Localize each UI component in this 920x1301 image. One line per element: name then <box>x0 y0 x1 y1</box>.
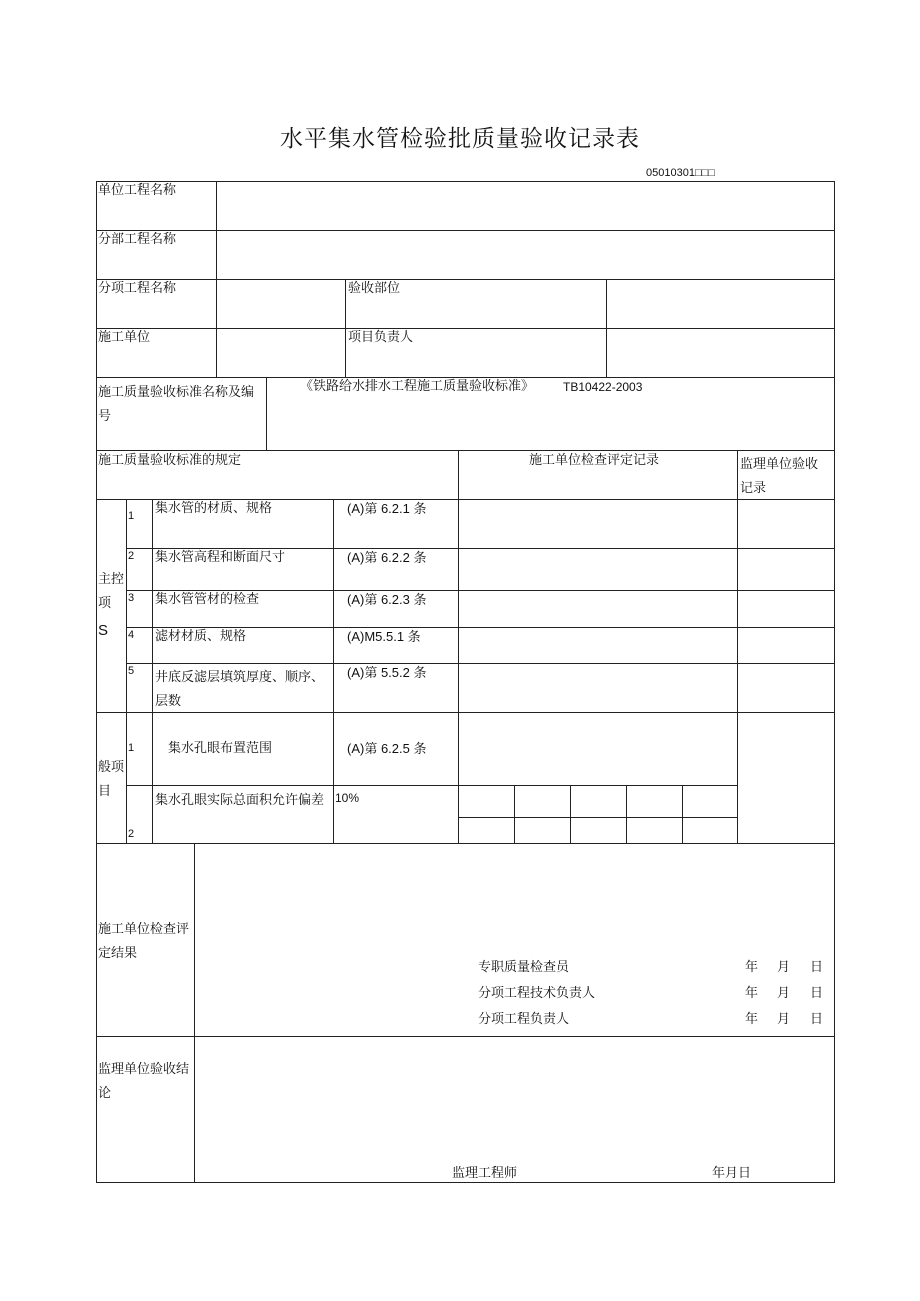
main-item-no: 5 <box>128 665 135 677</box>
signer-year: 年 <box>745 960 759 975</box>
standard-name-label: 施工质量验收标准名称及编号 <box>98 385 255 424</box>
standard-name-value: 《铁路给水排水工程施工质量验收标准》 <box>300 379 535 394</box>
main-item-ref: (A)第 5.5.2 条 <box>347 665 427 680</box>
signer-role: 分项工程负责人 <box>478 1012 570 1027</box>
main-item-name: 集水管高程和断面尺寸 <box>155 550 286 565</box>
signer-month: 月 <box>777 1012 791 1027</box>
signer-year: 年 <box>745 1012 759 1027</box>
construction-unit-label: 施工单位 <box>98 330 151 345</box>
signer-day: 日 <box>810 986 824 1001</box>
supervisor-result-label: 监理单位验收结论 <box>98 1062 190 1101</box>
supervisor-date: 年月日 <box>712 1166 752 1181</box>
main-control-label-extra: S <box>98 622 109 639</box>
main-item-name: 集水管的材质、规格 <box>155 501 273 516</box>
standard-code: TB10422-2003 <box>563 380 643 394</box>
form-code: 05010301□□□ <box>646 167 715 179</box>
standard-rules-header: 施工质量验收标准的规定 <box>98 453 242 468</box>
signer-month: 月 <box>777 986 791 1001</box>
project-manager-label: 项目负责人 <box>348 330 414 345</box>
general-item-name: 集水孔眼布置范围 <box>168 741 273 756</box>
general-item-ref: (A)第 6.2.5 条 <box>347 741 427 756</box>
general-item-name: 集水孔眼实际总面积允许偏差 <box>155 793 325 808</box>
signer-year: 年 <box>745 986 759 1001</box>
main-item-no: 2 <box>128 550 135 562</box>
main-item-name: 集水管管材的检查 <box>155 592 260 607</box>
page-title: 水平集水管检验批质量验收记录表 <box>280 126 640 152</box>
acceptance-location-label: 验收部位 <box>348 281 401 296</box>
supervisor-engineer: 监理工程师 <box>452 1166 518 1181</box>
main-item-no: 1 <box>128 510 135 522</box>
contractor-record-header: 施工单位检查评定记录 <box>529 453 660 468</box>
main-item-ref: (A)第 6.2.3 条 <box>347 592 427 607</box>
general-label: 般项目 <box>98 760 125 799</box>
contractor-result-label: 施工单位检查评定结果 <box>98 922 190 961</box>
subitem-project-name-label: 分项工程名称 <box>98 281 177 296</box>
general-item-ref: 10% <box>335 791 360 805</box>
general-item-no: 1 <box>128 742 135 754</box>
unit-project-name-label: 单位工程名称 <box>98 183 177 198</box>
main-item-ref: (A)第 6.2.2 条 <box>347 550 427 565</box>
main-item-ref: (A)第 6.2.1 条 <box>347 501 427 516</box>
signer-role: 分项工程技术负责人 <box>478 986 596 1001</box>
signer-month: 月 <box>777 960 791 975</box>
signer-role: 专职质量检查员 <box>478 960 570 975</box>
signer-day: 日 <box>810 960 824 975</box>
main-item-no: 3 <box>128 592 135 604</box>
main-item-name: 滤材材质、规格 <box>155 629 247 644</box>
main-item-no: 4 <box>128 629 135 641</box>
main-control-label: 主控项 <box>98 572 125 611</box>
main-item-name: 井底反滤层填筑厚度、顺序、层数 <box>155 670 325 709</box>
general-item-no: 2 <box>128 828 135 840</box>
supervisor-record-header: 监理单位验收记录 <box>740 457 819 496</box>
division-project-name-label: 分部工程名称 <box>98 232 177 247</box>
main-item-ref: (A)M5.5.1 条 <box>347 629 421 644</box>
signer-day: 日 <box>810 1012 824 1027</box>
